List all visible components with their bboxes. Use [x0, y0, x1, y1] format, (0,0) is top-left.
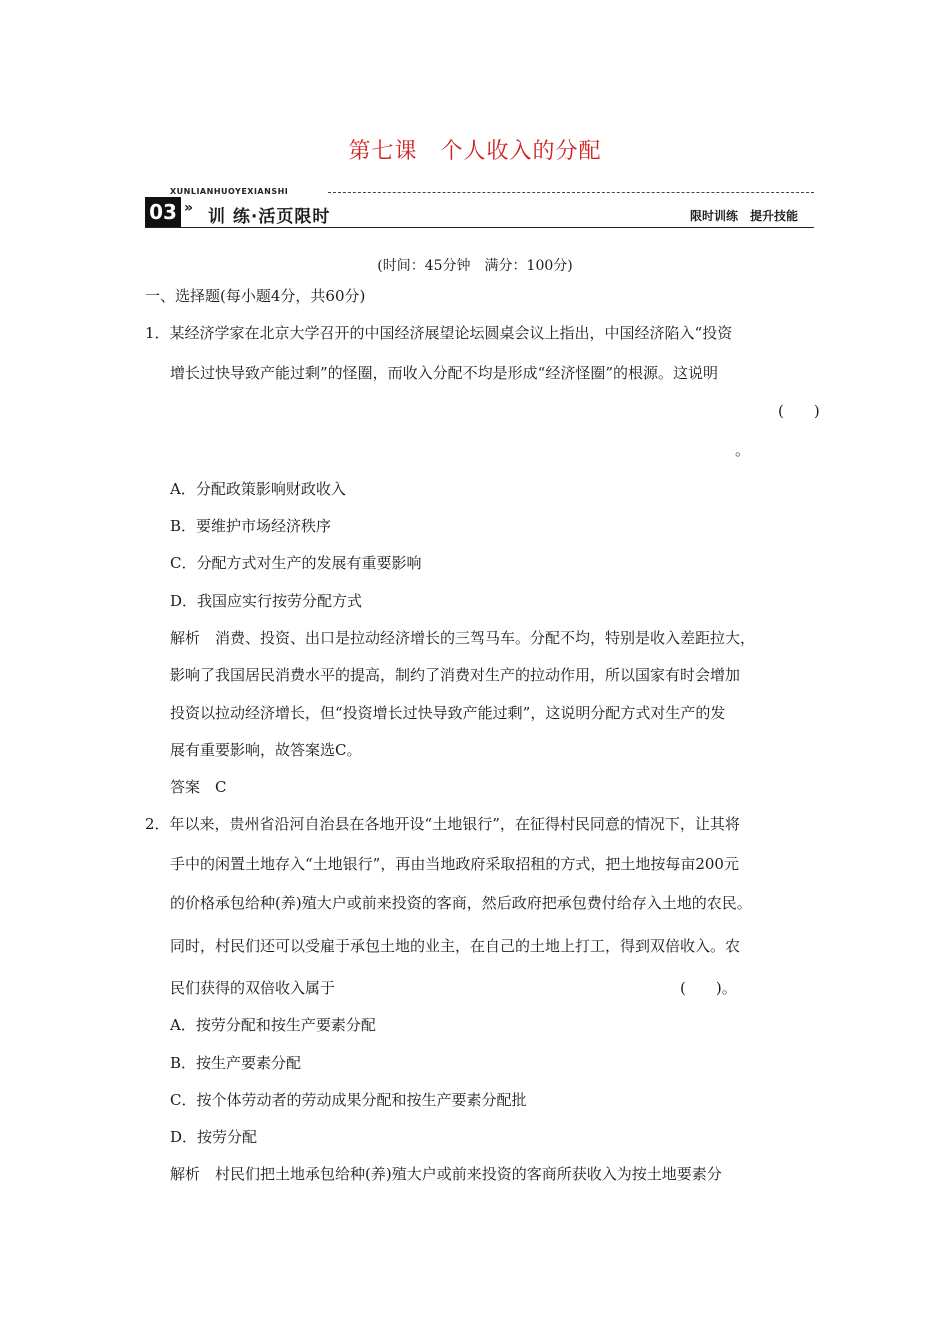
q2-option-d: D．按劳分配	[170, 1128, 258, 1146]
dashed-divider	[328, 192, 814, 193]
q1-answer-bracket: ( )	[778, 402, 820, 420]
q2-stem-last-line: 民们获得的双倍收入属于	[170, 979, 336, 997]
q1-analysis-line: 解析 消费、投资、出口是拉动经济增长的三驾马车。分配不均，特别是收入差距拉大，	[170, 629, 756, 647]
q2-stem-line: 同时，村民们还可以受雇于承包土地的业主，在自己的土地上打工，得到双倍收入。农	[170, 937, 741, 955]
q2-option-a: A．按劳分配和按生产要素分配	[170, 1016, 376, 1034]
section-title: 训 练·活页限时	[208, 207, 331, 227]
q1-period: 。	[735, 441, 751, 459]
q2-option-b: B．按生产要素分配	[170, 1054, 302, 1072]
q1-option-a: A．分配政策影响财政收入	[170, 480, 346, 498]
section-slogan: 限时训练 提升技能	[690, 209, 799, 223]
q1-option-b: B．要维护市场经济秩序	[170, 517, 332, 535]
q1-analysis-line: 投资以拉动经济增长，但“投资增长过快导致产能过剩”，这说明分配方式对生产的发	[170, 704, 726, 722]
q2-stem-line: 的价格承包给种(养)殖大户或前来投资的客商，然后政府把承包费付给存入土地的农民。	[170, 894, 752, 912]
section-number-badge: 03	[145, 197, 181, 227]
part-heading: 一、选择题(每小题4分，共60分)	[145, 287, 366, 305]
q1-option-c: C．分配方式对生产的发展有重要影响	[170, 554, 422, 572]
exam-meta: (时间：45分钟 满分：100分)	[377, 258, 573, 274]
q1-option-d: D．我国应实行按劳分配方式	[170, 592, 363, 610]
section-pinyin: XUNLIANHUOYEXIANSHI	[170, 187, 289, 196]
q2-stem-line: 手中的闲置土地存入“土地银行”，再由当地政府采取招租的方式，把土地按每亩200元	[170, 855, 739, 873]
q1-analysis-line: 影响了我国居民消费水平的提高，制约了消费对生产的拉动作用，所以国家有时会增加	[170, 666, 741, 684]
chevron-icon: »	[184, 200, 194, 216]
section-underline	[145, 227, 814, 228]
page-title: 第七课 个人收入的分配	[348, 139, 602, 164]
q2-option-c: C．按个体劳动者的劳动成果分配和按生产要素分配批	[170, 1091, 527, 1109]
q1-stem-line: 1．某经济学家在北京大学召开的中国经济展望论坛圆桌会议上指出，中国经济陷入“投资	[145, 324, 733, 342]
q2-analysis-line: 解析 村民们把土地承包给种(养)殖大户或前来投资的客商所获收入为按土地要素分	[170, 1165, 722, 1183]
q2-stem-line: 2．年以来，贵州省沿河自治县在各地开设“土地银行”，在征得村民同意的情况下，让其将	[145, 815, 740, 833]
q1-stem-line: 增长过快导致产能过剩”的怪圈，而收入分配不均是形成“经济怪圈”的根源。这说明	[170, 364, 719, 382]
q2-answer-bracket: ( )。	[680, 979, 737, 997]
q1-answer: 答案 C	[170, 778, 227, 796]
q1-analysis-line: 展有重要影响，故答案选C。	[170, 741, 362, 759]
